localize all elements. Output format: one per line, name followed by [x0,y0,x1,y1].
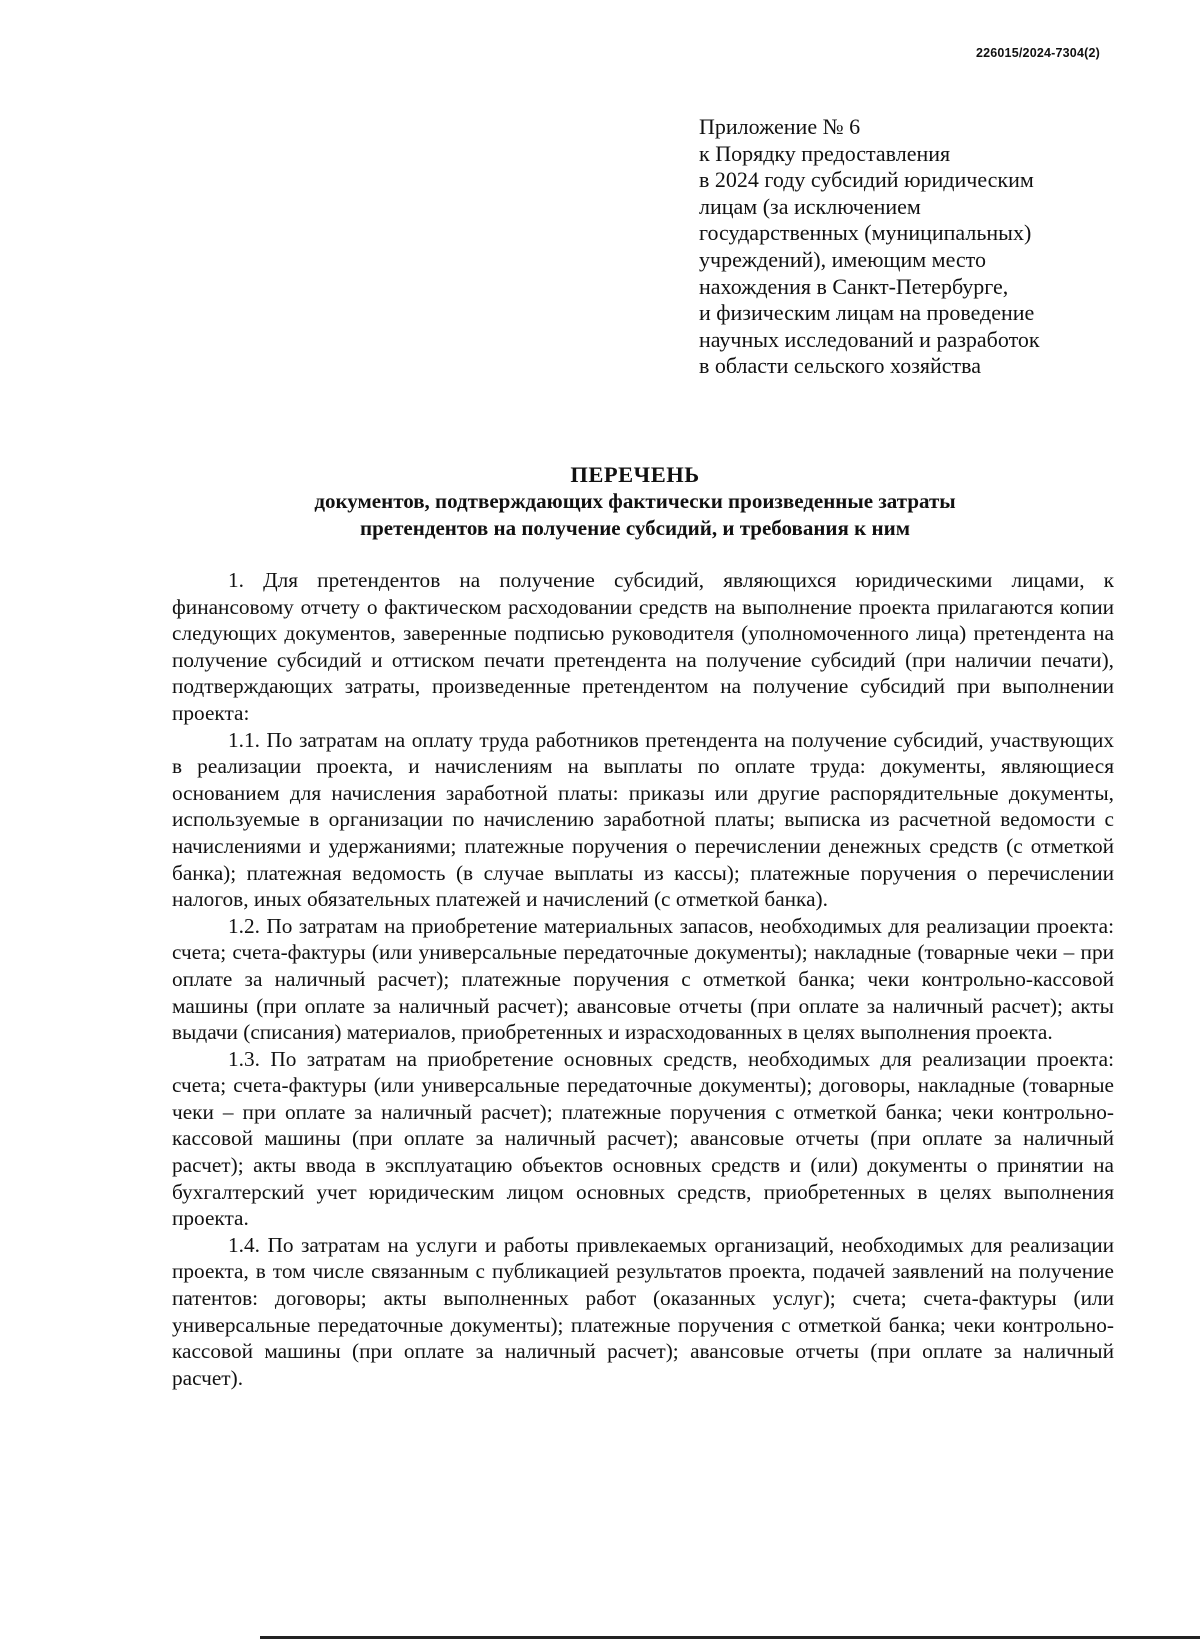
paragraph-1-2: 1.2. По затратам на приобретение материальных запасов, необходимых для реализации проекта: счета; счета-фактуры (или универсальные передаточные документы); накладные (товарные чеки – при оплате за наличный расчет); платежные поручения с отметкой банка; чеки контрольно-кассовой машины (при оплате за наличный расчет); авансовые отчеты (при оплате за наличный расчет); акты выдачи (списания) материалов, приобретенных и израсходованных в целях выполнения проекта. [172,913,1114,1045]
document-subtitle: документов, подтверждающих фактически произведенные затраты претендентов на получение субсидий, и требования к ним [314,489,956,540]
paragraph-1-3: 1.3. По затратам на приобретение основных средств, необходимых для реализации проекта: счета; счета-фактуры (или универсальные передаточные документы); договоры, накладные (товарные чеки – при оплате за наличный расчет); платежные поручения с отметкой банка; чеки контрольно-кассовой машины (при оплате за наличный расчет); авансовые отчеты (при оплате за наличный расчет); акты ввода в эксплуатацию объектов основных средств и (или) документы о принятии на бухгалтерский учет юридическим лицом основных средств, приобретенных в целях выполнения проекта. [172,1046,1114,1231]
document-title: ПЕРЕЧЕНЬ [570,462,700,487]
paragraph-1-4: 1.4. По затратам на услуги и работы привлекаемых организаций, необходимых для реализации проекта, в том числе связанным с публикацией результатов проекта, подачей заявлений на получение патентов: договоры; акты выполненных работ (оказанных услуг); счета; счета-фактуры (или универсальные передаточные документы); платежные поручения с отметкой банка; чеки контрольно-кассовой машины (при оплате за наличный расчет); авансовые отчеты (при оплате за наличный расчет). [172,1232,1114,1390]
page-bottom-edge [260,1636,1200,1639]
annex-header: Приложение № 6 к Порядку предоставления в 2024 году субсидий юридическим лицам (за исключением государственных (муниципальных) учреждений), имеющим место нахождения в Санкт-Петербурге, и физическим лицам на проведение научных исследований и разработок в области сельского хозяйства [699,114,1040,379]
document-body [172,567,1114,1391]
document-number: 226015/2024-7304(2) [975,46,1100,60]
paragraph-1: 1. Для претендентов на получение субсидий, являющихся юридическими лицами, к финансовому отчету о фактическом расходовании средств на выполнение проекта прилагаются копии следующих документов, заверенные подписью руководителя (уполномоченного лица) претендента на получение субсидий и оттиском печати претендента на получение субсидий (при наличии печати), подтверждающих затраты, произведенные претендентом на получение субсидий при выполнении проекта: [172,568,1114,725]
paragraph-1-1: 1.1. По затратам на оплату труда работников претендента на получение субсидий, участвующих в реализации проекта, и начислениям на выплаты по оплате труда: документы, являющиеся основанием для начисления заработной платы: приказы или другие распорядительные документы, используемые в организации по начислению заработной платы; выписка из расчетной ведомости с начислениями и удержаниями; платежные поручения о перечислении денежных средств (с отметкой банка); платежная ведомость (в случае выплаты из кассы); платежные поручения о перечислении налогов, иных обязательных платежей и начислений (с отметкой банка). [172,727,1114,912]
document-title-block [130,461,1140,542]
